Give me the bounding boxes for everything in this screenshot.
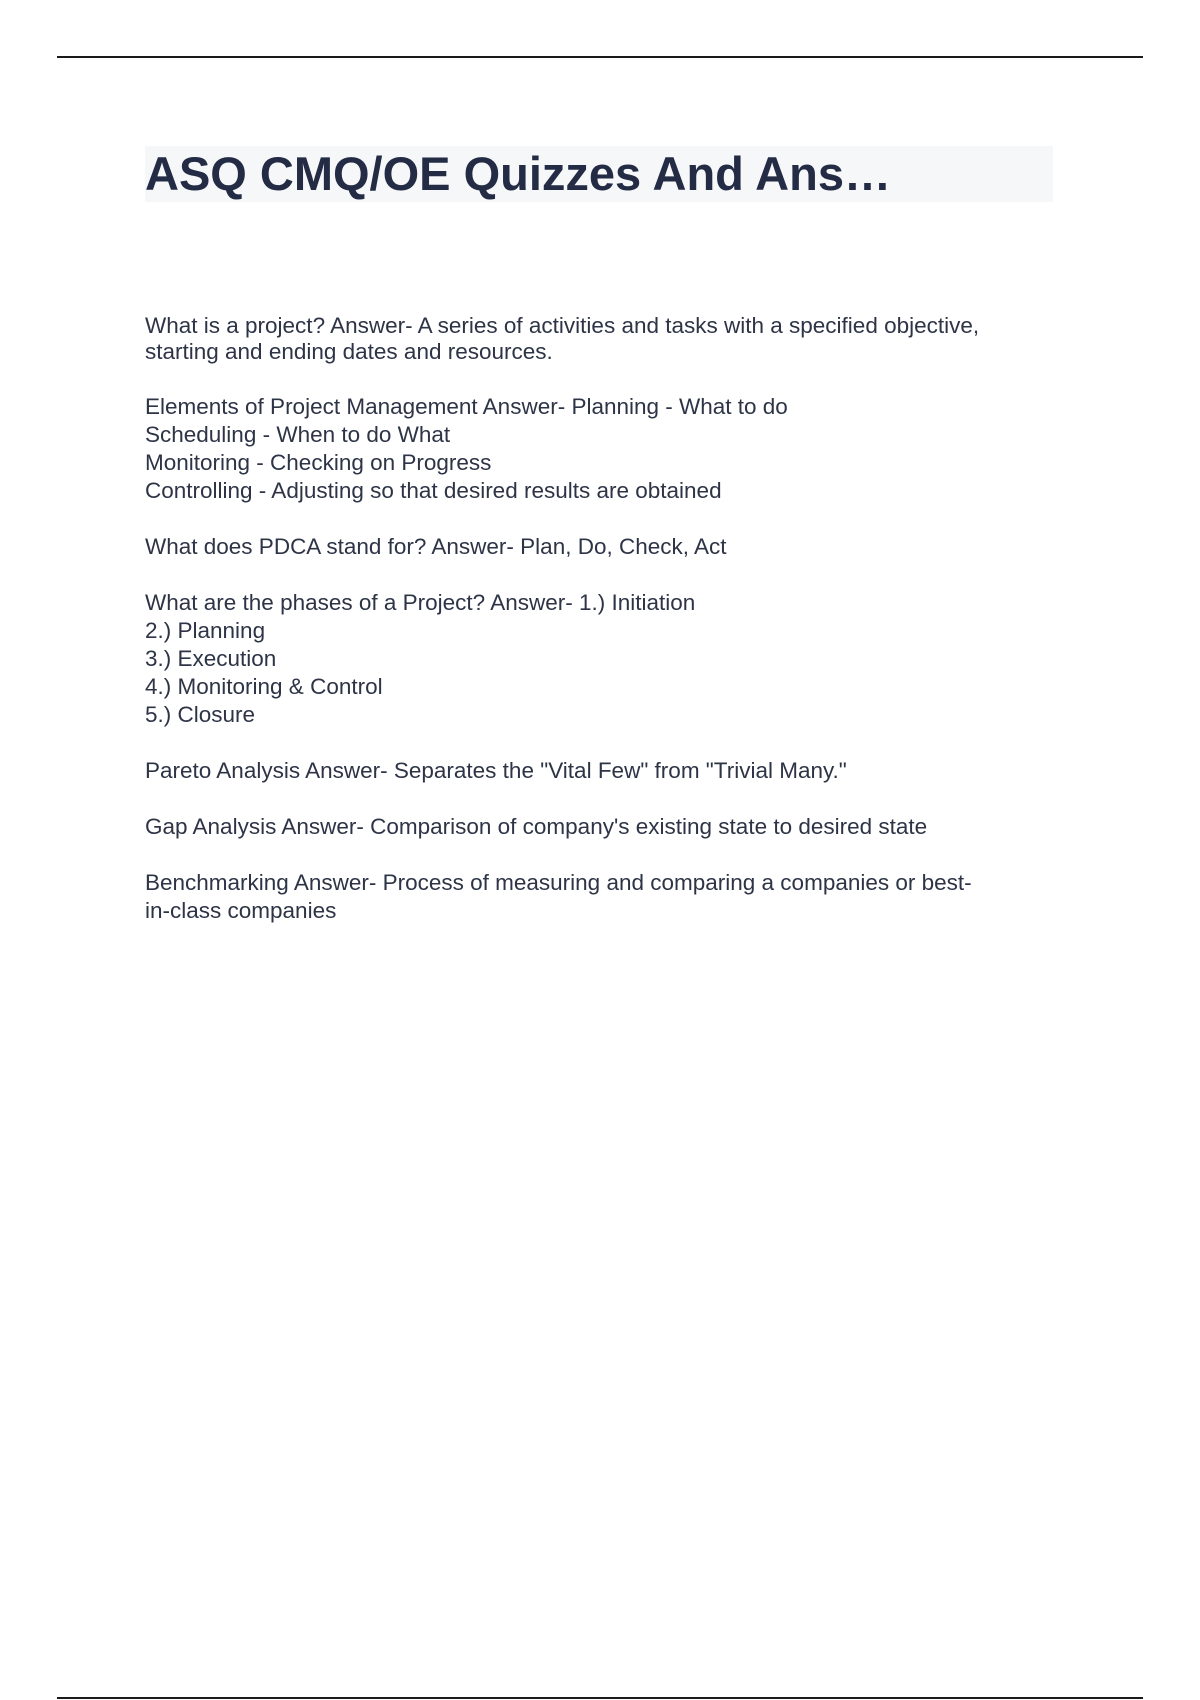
qa-line: Elements of Project Management Answer- Planning - What to do	[145, 394, 788, 419]
qa-line: What is a project? Answer- A series of activities and tasks with a specified objective,	[145, 313, 980, 338]
qa-line: 2.) Planning	[145, 618, 266, 643]
qa-line: 5.) Closure	[145, 702, 256, 727]
qa-line: starting and ending dates and resources.	[145, 339, 553, 364]
qa-entry	[145, 533, 1065, 561]
qa-entry	[145, 813, 1065, 841]
qa-line: Monitoring - Checking on Progress	[145, 450, 492, 475]
top-rule	[57, 56, 1143, 58]
qa-line: What are the phases of a Project? Answer- 1.) Initiation	[145, 590, 696, 615]
qa-line: Controlling - Adjusting so that desired results are obtained	[145, 478, 722, 503]
qa-line: Benchmarking Answer- Process of measuring and comparing a companies or best-	[145, 870, 972, 895]
qa-line: 4.) Monitoring & Control	[145, 674, 383, 699]
qa-entry	[145, 393, 1065, 505]
qa-line: in-class companies	[145, 898, 337, 923]
qa-entry	[145, 869, 1065, 925]
qa-line: Scheduling - When to do What	[145, 422, 451, 447]
document-title: ASQ CMQ/OE Quizzes And Ans…	[145, 147, 891, 200]
bottom-rule	[57, 1697, 1143, 1699]
qa-entry	[145, 589, 1065, 729]
qa-entry	[145, 313, 1065, 365]
qa-content	[145, 313, 1065, 953]
qa-line: Gap Analysis Answer- Comparison of company's existing state to desired state	[145, 814, 928, 839]
qa-line: Pareto Analysis Answer- Separates the "Vital Few" from "Trivial Many."	[145, 758, 847, 783]
qa-entry	[145, 757, 1065, 785]
qa-line: 3.) Execution	[145, 646, 277, 671]
qa-line: What does PDCA stand for? Answer- Plan, Do, Check, Act	[145, 534, 727, 559]
